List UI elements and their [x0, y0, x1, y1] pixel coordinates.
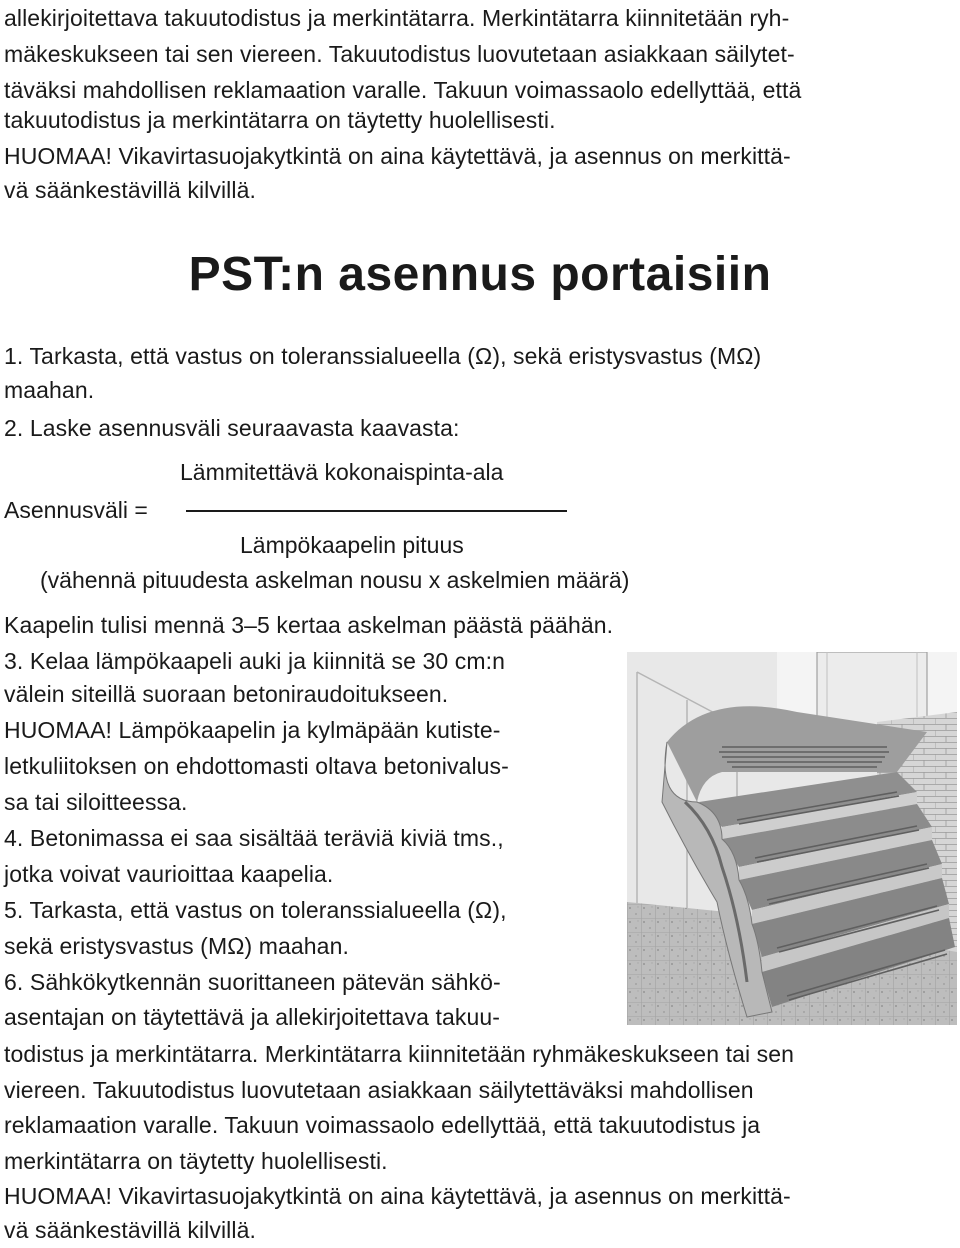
text-line: vä säänkestävillä kilvillä.: [4, 177, 256, 203]
text-line: merkintätarra on täytetty huolellisesti.: [4, 1148, 388, 1174]
text-line: täväksi mahdollisen reklamaation varalle. Takuun voimassaolo edellyttää, että: [4, 77, 802, 103]
text-line: allekirjoitettava takuutodistus ja merkintätarra. Merkintätarra kiinnitetään ryh-: [4, 5, 790, 31]
column-line: letkuliitoksen on ehdottomasti oltava betonivalus-: [4, 753, 509, 779]
text-line: viereen. Takuutodistus luovutetaan asiakkaan säilytettäväksi mahdollisen: [4, 1077, 754, 1103]
text-line: vä säänkestävillä kilvillä.: [4, 1217, 256, 1243]
formula-note: (vähennä pituudesta askelman nousu x askelmien määrä): [40, 567, 630, 593]
page-title: PST:n asennus portaisiin: [188, 248, 772, 301]
step-1-line: maahan.: [4, 377, 95, 403]
step-2-line: 2. Laske asennusväli seuraavasta kaavasta:: [4, 415, 460, 441]
text-line: HUOMAA! Vikavirtasuojakytkintä on aina käytettävä, ja asennus on merkittä-: [4, 1183, 791, 1209]
column-line: HUOMAA! Lämpökaapelin ja kylmäpään kutiste-: [4, 717, 501, 743]
cable-note: Kaapelin tulisi mennä 3–5 kertaa askelman päästä päähän.: [4, 612, 614, 638]
column-line: välein siteillä suoraan betoniraudoitukseen.: [4, 681, 449, 707]
column-line: jotka voivat vaurioittaa kaapelia.: [4, 861, 334, 887]
stair-heating-cable-illustration: [627, 652, 957, 1025]
formula-numerator: Lämmitettävä kokonaispinta-ala: [180, 459, 504, 485]
column-line: 4. Betonimassa ei saa sisältää teräviä kiviä tms.,: [4, 825, 504, 851]
fraction-bar: [186, 510, 567, 512]
column-line: asentajan on täytettävä ja allekirjoitettava takuu-: [4, 1004, 501, 1030]
formula-lhs: Asennusväli =: [4, 497, 148, 523]
text-line: mäkeskukseen tai sen viereen. Takuutodistus luovutetaan asiakkaan säilytet-: [4, 41, 795, 67]
column-line: sa tai siloitteessa.: [4, 789, 188, 815]
text-line: takuutodistus ja merkintätarra on täytetty huolellisesti.: [4, 107, 556, 133]
formula-denominator: Lämpökaapelin pituus: [240, 532, 464, 558]
column-line: sekä eristysvastus (MΩ) maahan.: [4, 933, 349, 959]
column-line: 3. Kelaa lämpökaapeli auki ja kiinnitä se 30 cm:n: [4, 648, 505, 674]
step-1-line: 1. Tarkasta, että vastus on toleranssialueella (Ω), sekä eristysvastus (MΩ): [4, 343, 762, 369]
text-line: HUOMAA! Vikavirtasuojakytkintä on aina käytettävä, ja asennus on merkittä-: [4, 143, 791, 169]
text-line: todistus ja merkintätarra. Merkintätarra kiinnitetään ryhmäkeskukseen tai sen: [4, 1041, 795, 1067]
text-line: reklamaation varalle. Takuun voimassaolo edellyttää, että takuutodistus ja: [4, 1112, 761, 1138]
column-line: 6. Sähkökytkennän suorittaneen pätevän sähkö-: [4, 969, 501, 995]
column-line: 5. Tarkasta, että vastus on toleranssialueella (Ω),: [4, 897, 507, 923]
